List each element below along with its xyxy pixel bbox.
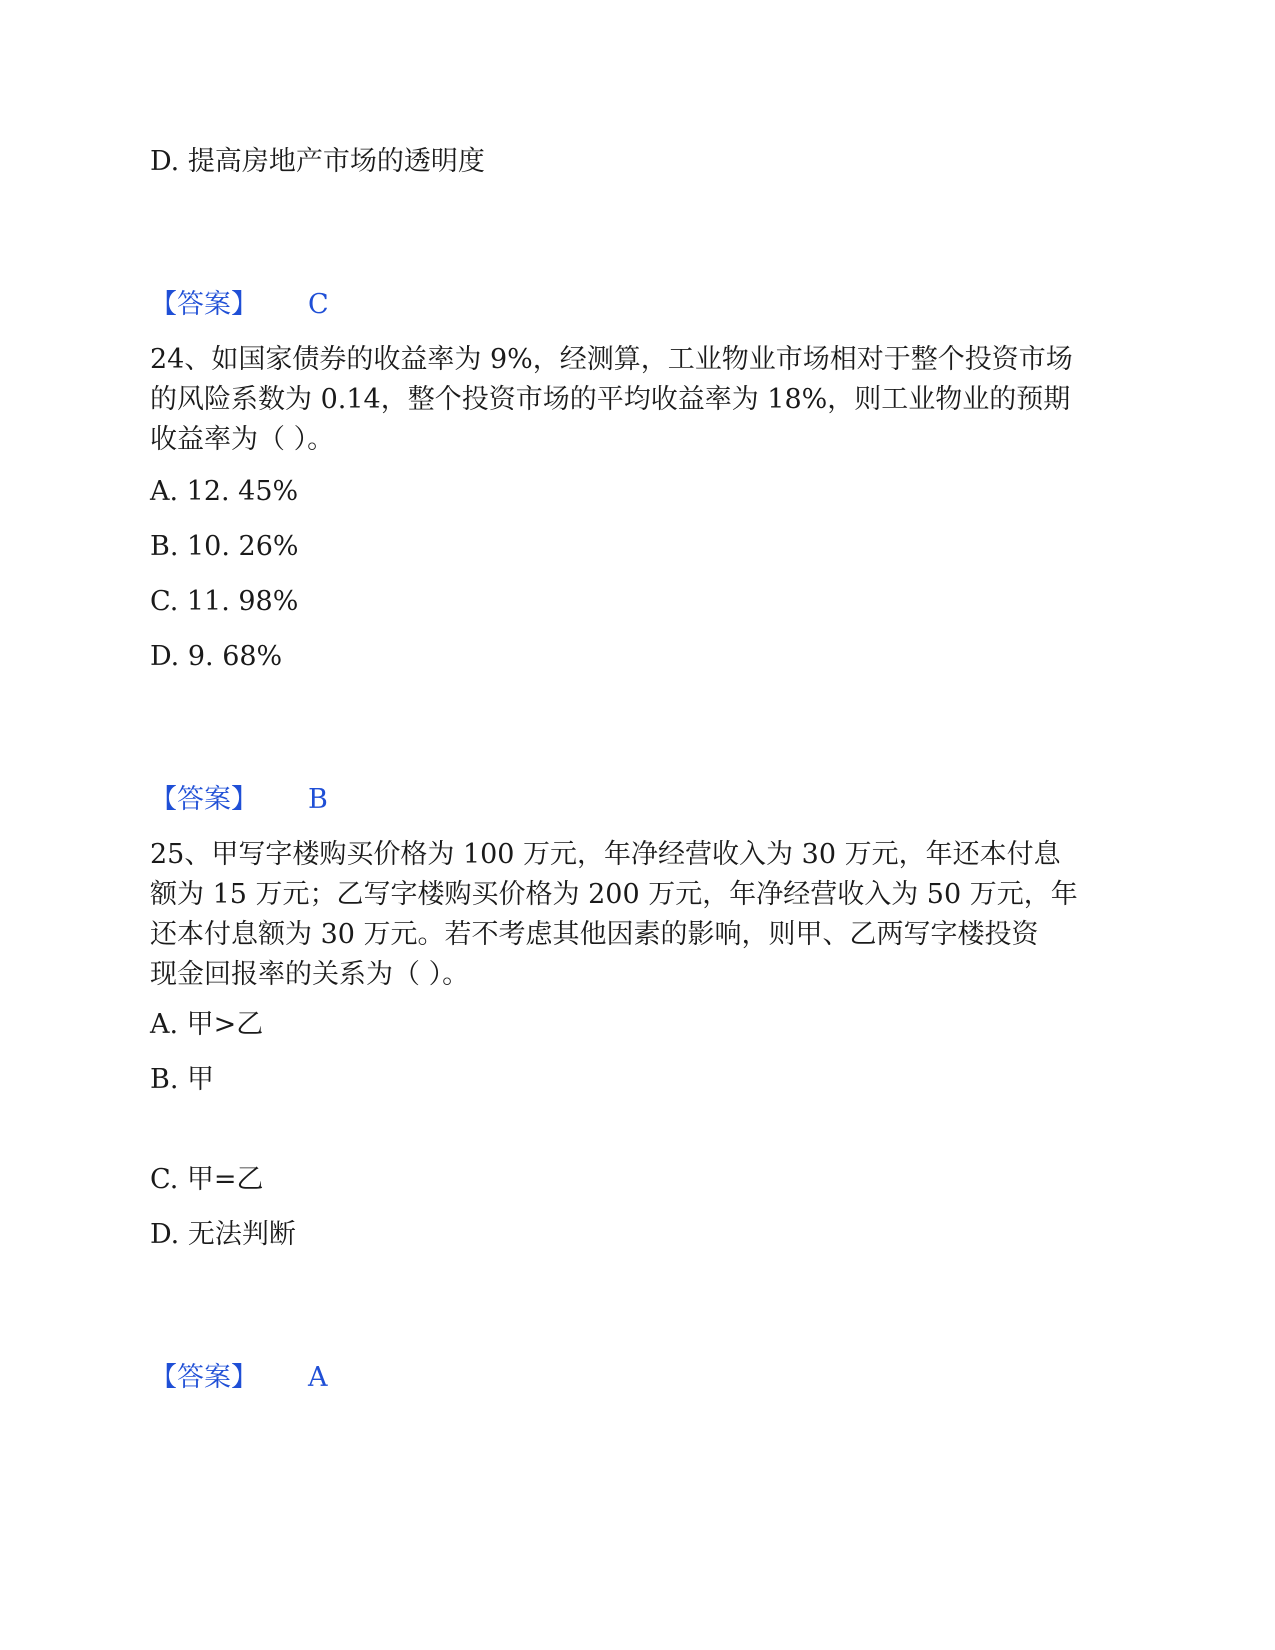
q24-stem-line: 的风险系数为 0.14，整个投资市场的平均收益率为 18%，则工业物业的预期 [150,384,1071,415]
q25-stem [150,835,1130,995]
q24-option-d: D. 9. 68% [150,641,283,672]
q24-option-a: A. 12. 45% [150,476,299,507]
q23-option-d: D. 提高房地产市场的透明度 [150,146,485,177]
q25-answer [150,1358,328,1398]
q25-option-c: C. 甲=乙 [150,1164,264,1195]
q24-stem-line: 24、如国家债券的收益率为 9%，经测算，工业物业市场相对于整个投资市场 [150,344,1073,375]
answer-value: A [308,1362,328,1393]
q23-answer [150,285,329,325]
q25-stem-line: 现金回报率的关系为（ ）。 [150,959,470,990]
q24-stem [150,340,1130,460]
q25-stem-line: 25、甲写字楼购买价格为 100 万元，年净经营收入为 30 万元，年还本付息 [150,839,1061,870]
answer-value: B [308,784,328,815]
q25-stem-line: 额为 15 万元；乙写字楼购买价格为 200 万元，年净经营收入为 50 万元，年 [150,879,1078,910]
answer-label: 【答案】 [150,784,258,815]
q24-answer [150,780,328,820]
answer-label: 【答案】 [150,289,258,320]
q24-option-c: C. 11. 98% [150,586,299,617]
q25-option-b: B. 甲 [150,1064,215,1095]
q24-option-b: B. 10. 26% [150,531,299,562]
q24-stem-line: 收益率为（ ）。 [150,424,335,455]
answer-value: C [308,289,329,320]
answer-label: 【答案】 [150,1362,258,1393]
q25-option-a: A. 甲>乙 [150,1009,264,1040]
q25-option-d: D. 无法判断 [150,1219,296,1250]
q25-stem-line: 还本付息额为 30 万元。若不考虑其他因素的影响，则甲、乙两写字楼投资 [150,919,1039,950]
